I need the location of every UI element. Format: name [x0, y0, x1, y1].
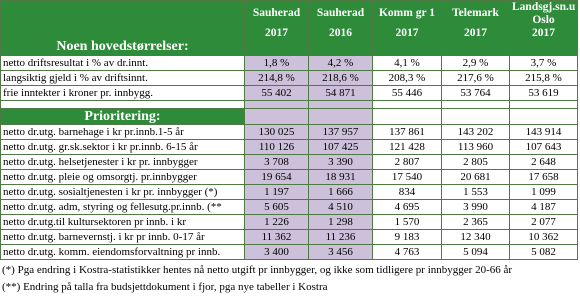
column-header [309, 1, 373, 56]
row-label: frie inntekter i kroner pr. innbygg. [1, 86, 245, 101]
priority-row [1, 230, 578, 245]
priority-row [1, 245, 578, 260]
column-header [510, 1, 578, 56]
cell-landsgjsn: 1 099 [510, 185, 578, 200]
cell-sauherad-2016: 4 510 [309, 200, 373, 215]
column-header-name: Landsgj.sn.u Oslo [512, 1, 576, 26]
cell-telemark: 217,6 % [442, 71, 510, 86]
key-figure-row [1, 56, 578, 71]
cell-telemark: 2 805 [442, 155, 510, 170]
cell-telemark: 5 094 [442, 245, 510, 260]
cell-komm-gr-1: 834 [373, 185, 442, 200]
spacer-row [1, 101, 578, 109]
cell-sauherad-2016: 3 456 [309, 245, 373, 260]
cell-sauherad-2016: 3 390 [309, 155, 373, 170]
cell-sauherad-2016: 137 957 [309, 125, 373, 140]
column-header-year: 2017 [265, 27, 288, 39]
priority-row [1, 215, 578, 230]
column-header-year: 2016 [329, 27, 352, 39]
priority-row [1, 170, 578, 185]
cell-telemark: 113 960 [442, 140, 510, 155]
cell-komm-gr-1: 17 540 [373, 170, 442, 185]
row-label: netto dr.utg. helsetjenester i kr pr. innbygger [1, 155, 245, 170]
row-label: netto dr.utg. gr.sk.sektor i kr pr.innb. 6-15 år [1, 140, 245, 155]
cell-sauherad-2017: 130 025 [245, 125, 309, 140]
cell-sauherad-2017: 1,8 % [245, 56, 309, 71]
cell-landsgjsn: 4 187 [510, 200, 578, 215]
column-header [442, 1, 510, 56]
priorities-title: Prioritering: [1, 109, 245, 125]
cell-komm-gr-1: 4 763 [373, 245, 442, 260]
key-figure-row [1, 86, 578, 101]
priorities-header-row [1, 109, 578, 125]
priority-row [1, 125, 578, 140]
cell-telemark: 1 553 [442, 185, 510, 200]
cell-landsgjsn: 215,8 % [510, 71, 578, 86]
cell-sauherad-2017: 55 402 [245, 86, 309, 101]
row-label: netto dr.utg. adm, styring og fellesutg.pr.innb. (** [1, 200, 245, 215]
column-header-name: Sauherad [316, 7, 365, 19]
priority-row [1, 155, 578, 170]
column-header [373, 1, 442, 56]
cell-telemark: 3 990 [442, 200, 510, 215]
cell-sauherad-2017: 19 654 [245, 170, 309, 185]
row-label: netto dr.utg.til kultursektoren pr innb. i kr [1, 215, 245, 230]
cell-komm-gr-1: 137 861 [373, 125, 442, 140]
cell-sauherad-2016: 11 236 [309, 230, 373, 245]
cell-sauherad-2016: 1 666 [309, 185, 373, 200]
key-figure-row [1, 71, 578, 86]
cell-sauherad-2016: 107 425 [309, 140, 373, 155]
cell-landsgjsn: 10 362 [510, 230, 578, 245]
row-label: netto driftsresultat i % av dr.innt. [1, 56, 245, 71]
cell-sauherad-2017: 5 605 [245, 200, 309, 215]
cell-landsgjsn: 5 082 [510, 245, 578, 260]
header-row [1, 1, 578, 56]
column-header-year: 2017 [464, 27, 487, 39]
cell-sauherad-2016: 1 298 [309, 215, 373, 230]
cell-komm-gr-1: 9 183 [373, 230, 442, 245]
row-label: netto dr.utg. komm. eiendomsforvaltning pr innb. [1, 245, 245, 260]
cell-sauherad-2017: 110 126 [245, 140, 309, 155]
column-header-name: Telemark [452, 7, 499, 19]
cell-komm-gr-1: 4,1 % [373, 56, 442, 71]
cell-landsgjsn: 3,7 % [510, 56, 578, 71]
cell-landsgjsn: 107 643 [510, 140, 578, 155]
cell-sauherad-2016: 218,6 % [309, 71, 373, 86]
cell-sauherad-2016: 18 931 [309, 170, 373, 185]
cell-sauherad-2016: 54 871 [309, 86, 373, 101]
cell-komm-gr-1: 4 695 [373, 200, 442, 215]
column-header-name: Komm gr 1 [378, 7, 435, 19]
cell-sauherad-2017: 214,8 % [245, 71, 309, 86]
cell-sauherad-2017: 1 226 [245, 215, 309, 230]
cell-sauherad-2016: 4,2 % [309, 56, 373, 71]
priority-row [1, 200, 578, 215]
cell-sauherad-2017: 1 197 [245, 185, 309, 200]
cell-komm-gr-1: 121 428 [373, 140, 442, 155]
row-label: netto dr.utg. barnehage i kr pr.innb.1-5 år [1, 125, 245, 140]
cell-sauherad-2017: 3 400 [245, 245, 309, 260]
column-header [245, 1, 309, 56]
row-label: langsiktig gjeld i % av driftsinnt. [1, 71, 245, 86]
cell-komm-gr-1: 1 570 [373, 215, 442, 230]
row-label: netto dr.utg. sosialtjenesten i kr pr. innbygger (*) [1, 185, 245, 200]
footnote: (*) Pga endring i Kostra-statistikker hentes nå netto utgift pr innbygger, og ikke som tidligere pr innbygger 20-66 år [2, 264, 513, 276]
row-label: netto dr.utg. barnevernstj. i kr pr innb. 0-17 år [1, 230, 245, 245]
footnotes [2, 262, 578, 296]
section-title: Noen hovedstørrelser: [1, 1, 245, 56]
cell-komm-gr-1: 208,3 % [373, 71, 442, 86]
cell-komm-gr-1: 55 446 [373, 86, 442, 101]
cell-sauherad-2017: 3 708 [245, 155, 309, 170]
cell-landsgjsn: 2 648 [510, 155, 578, 170]
cell-telemark: 20 681 [442, 170, 510, 185]
column-header-name: Sauherad [252, 7, 301, 19]
cell-sauherad-2017: 11 362 [245, 230, 309, 245]
row-label: netto dr.utg. pleie og omsorgtj. pr.innbygger [1, 170, 245, 185]
cell-telemark: 12 340 [442, 230, 510, 245]
priority-row [1, 140, 578, 155]
column-header-year: 2017 [395, 27, 419, 39]
cell-telemark: 2,9 % [442, 56, 510, 71]
priority-row [1, 185, 578, 200]
cell-landsgjsn: 2 077 [510, 215, 578, 230]
footnote: (**) Endring på talla fra budsjettdokument i fjor, pga nye tabeller i Kostra [2, 281, 328, 293]
cell-telemark: 143 202 [442, 125, 510, 140]
cell-landsgjsn: 143 914 [510, 125, 578, 140]
cell-landsgjsn: 53 619 [510, 86, 578, 101]
cell-telemark: 53 764 [442, 86, 510, 101]
column-header-year: 2017 [532, 27, 555, 39]
cell-komm-gr-1: 2 807 [373, 155, 442, 170]
cell-telemark: 2 365 [442, 215, 510, 230]
cell-landsgjsn: 17 658 [510, 170, 578, 185]
